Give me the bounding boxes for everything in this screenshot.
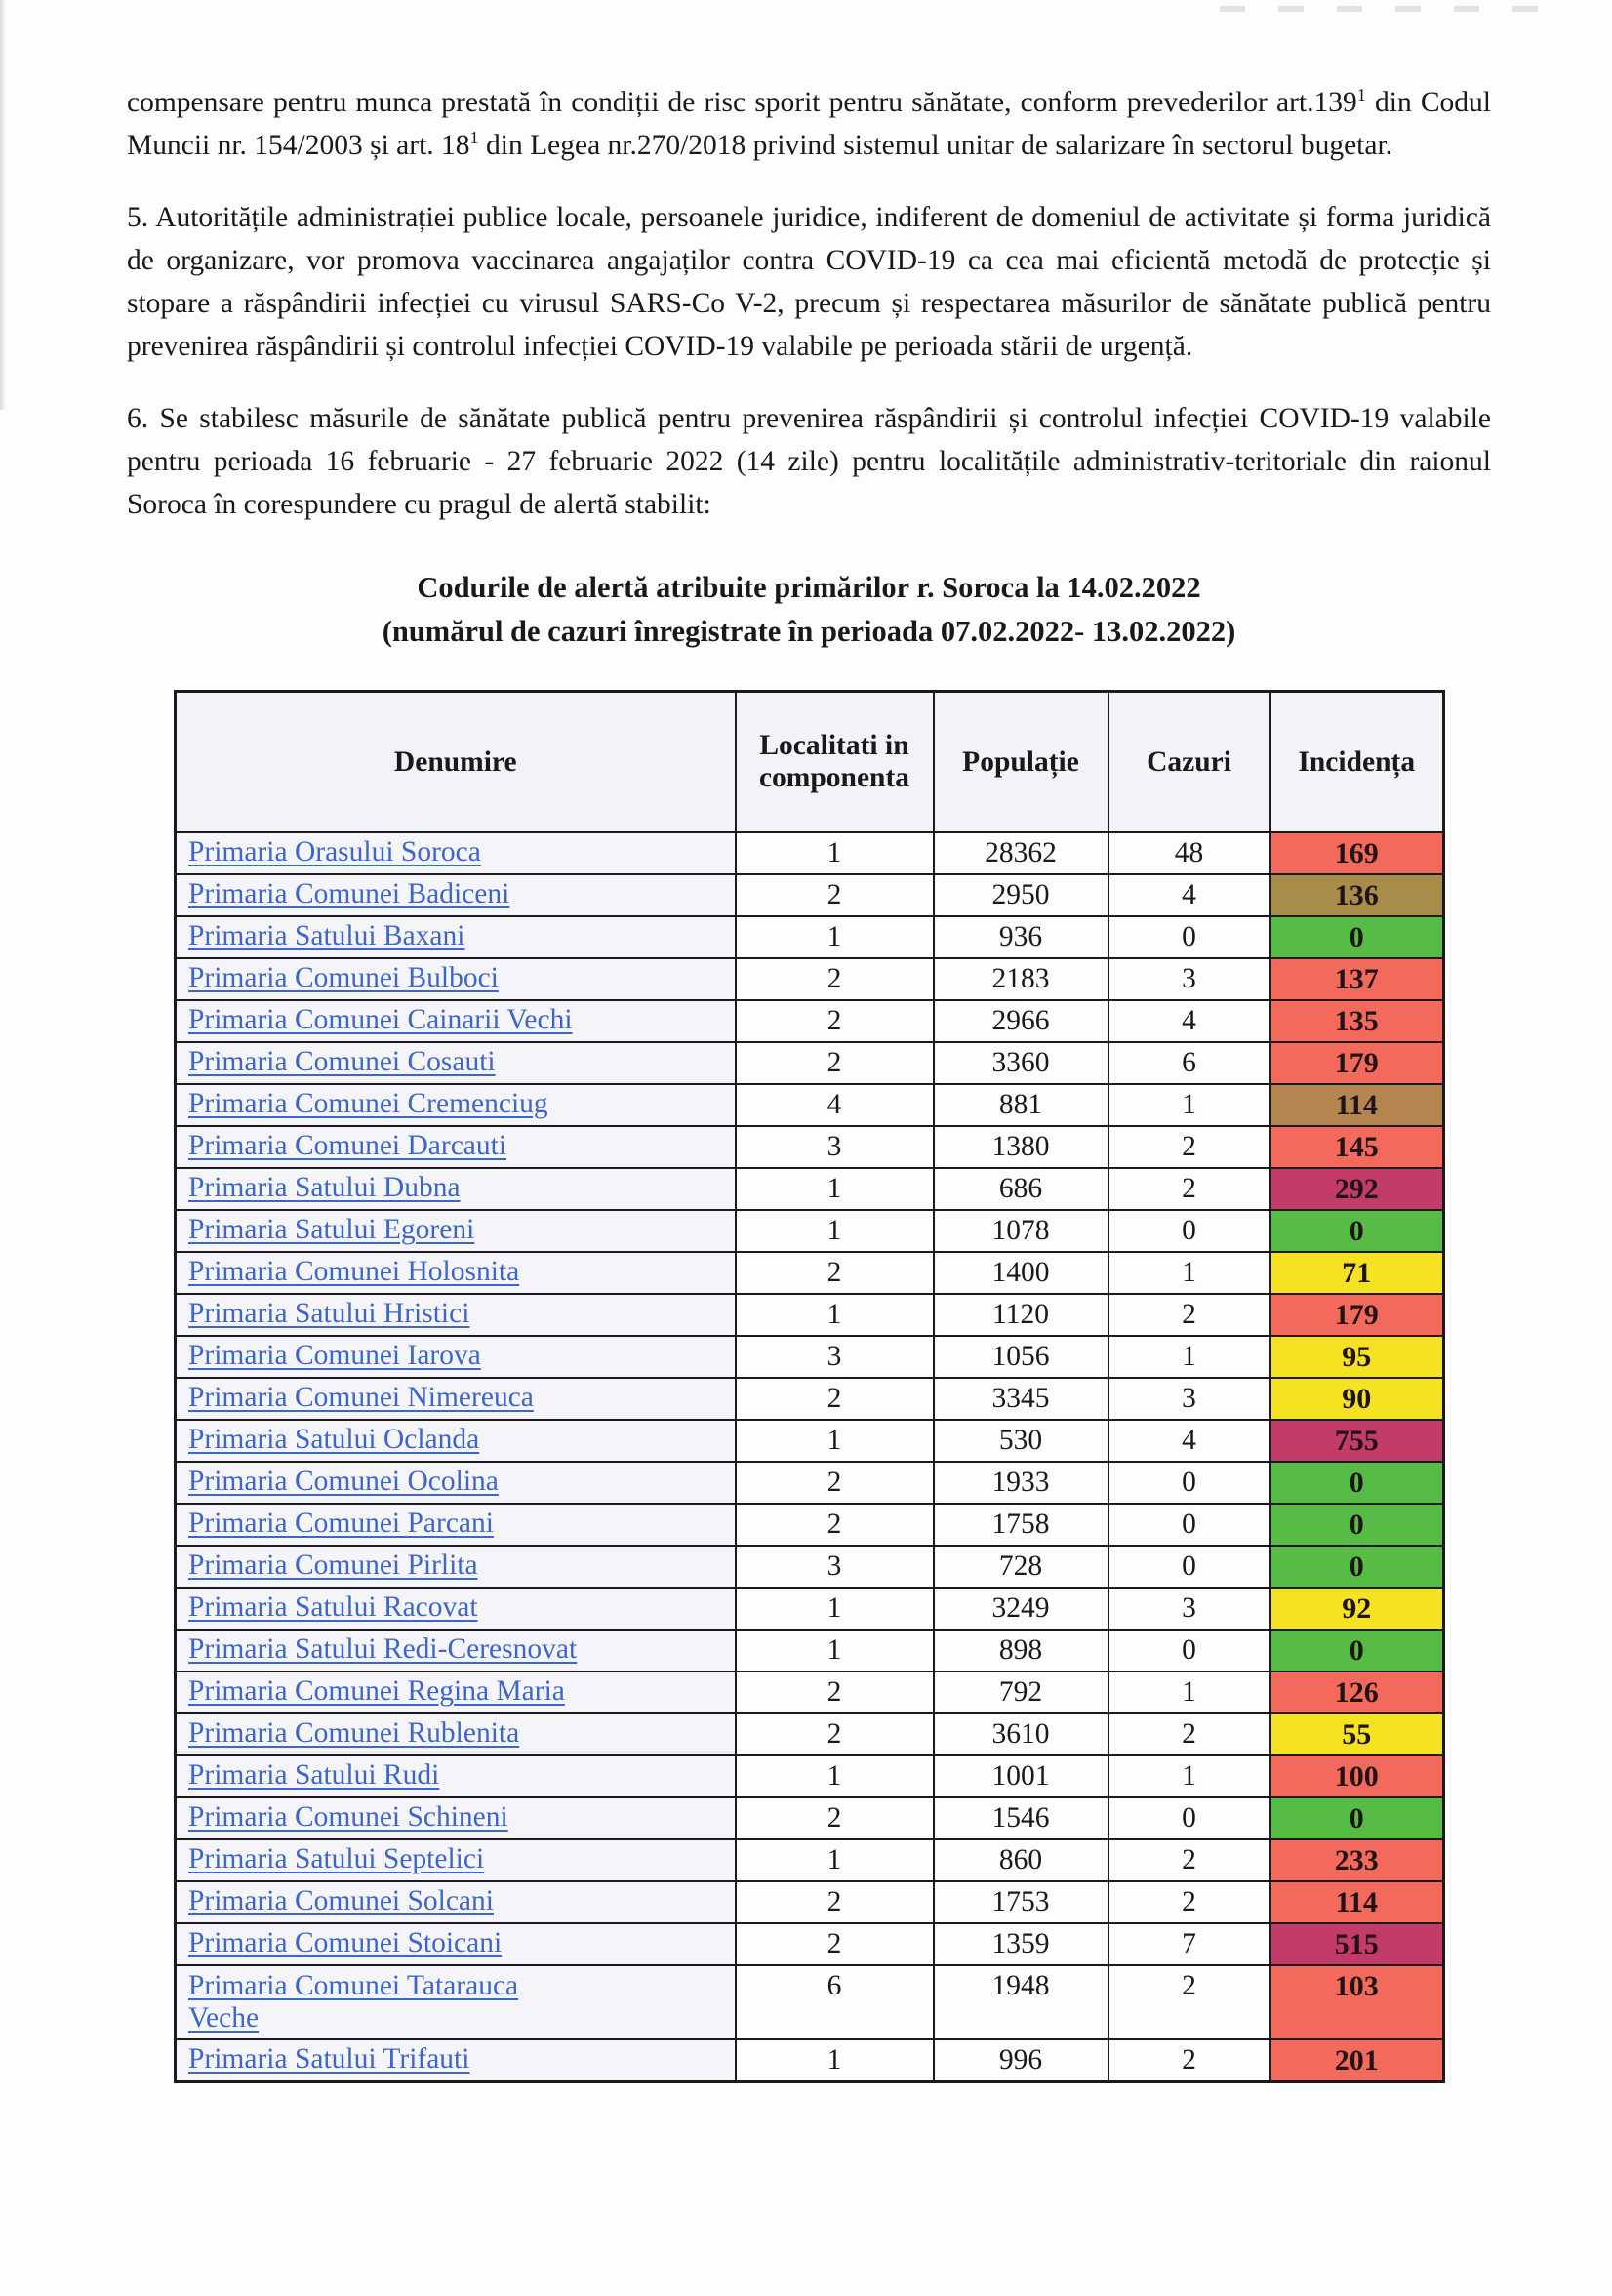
locality-link[interactable]: Primaria Satului Septelici [188,1843,485,1875]
table-row [176,1168,1444,1210]
population-cell: 686 [934,1168,1108,1210]
table-row [176,1420,1444,1462]
localities-count-cell: 1 [736,1294,934,1336]
population-cell: 1078 [934,1210,1108,1252]
locality-link[interactable]: Primaria Satului Hristici [188,1298,470,1330]
table-row [176,874,1444,916]
population-cell: 898 [934,1630,1108,1672]
locality-name-cell [176,1084,736,1126]
population-cell: 1359 [934,1923,1108,1965]
population-cell: 3360 [934,1042,1108,1084]
table-row [176,1755,1444,1797]
table-title-line-1: Codurile de alertă atribuite primărilor r. Soroca la 14.02.2022 [417,570,1201,604]
cases-cell: 2 [1108,1713,1270,1755]
table-title [127,566,1491,656]
locality-link[interactable]: Primaria Comunei Cremenciug [188,1088,548,1120]
table-row [176,916,1444,958]
cases-cell: 3 [1108,1588,1270,1630]
locality-name-cell [176,1000,736,1042]
incidence-cell: 114 [1270,1881,1444,1923]
locality-name-cell [176,958,736,1000]
locality-link[interactable]: Primaria Comunei Rublenita [188,1717,520,1750]
localities-count-cell: 1 [736,1420,934,1462]
table-row [176,1000,1444,1042]
cases-cell: 1 [1108,1672,1270,1713]
incidence-cell: 0 [1270,1546,1444,1588]
cases-cell: 2 [1108,2039,1270,2082]
locality-link[interactable]: Primaria Comunei Solcani [188,1885,494,1917]
locality-link[interactable]: Primaria Satului Dubna [188,1172,461,1204]
incidence-cell: 0 [1270,1462,1444,1504]
table-row [176,1336,1444,1378]
scan-edge-artifact [0,0,6,410]
cases-cell: 1 [1108,1336,1270,1378]
table-row [176,1252,1444,1294]
locality-name-cell [176,1588,736,1630]
incidence-cell: 126 [1270,1672,1444,1713]
locality-name-cell [176,1923,736,1965]
incidence-cell: 292 [1270,1168,1444,1210]
incidence-cell: 136 [1270,874,1444,916]
cases-cell: 2 [1108,1839,1270,1881]
paragraph-6: 6. Se stabilesc măsurile de sănătate publică pentru prevenirea răspândirii și controlul infecției COVID-19 valabile pentru perioada 16 februarie - 27 februarie 2022 (14 zile) pentru localitățile administrativ-teritoriale din raionul Soroca în corespundere cu pragul de alertă stabilit: [127,402,1491,520]
incidence-cell: 55 [1270,1713,1444,1755]
locality-link[interactable]: Primaria Comunei Cosauti [188,1046,496,1078]
locality-name-cell [176,1546,736,1588]
localities-count-cell: 2 [736,1000,934,1042]
table-row [176,1294,1444,1336]
cases-cell: 2 [1108,1965,1270,2039]
localities-count-cell: 2 [736,1881,934,1923]
locality-link[interactable]: Primaria Satului Trifauti [188,2043,470,2075]
population-cell: 530 [934,1420,1108,1462]
localities-count-cell: 2 [736,1672,934,1713]
population-cell: 728 [934,1546,1108,1588]
incidence-cell: 0 [1270,916,1444,958]
document-content [127,82,1491,2083]
locality-name-cell [176,1294,736,1336]
locality-link[interactable]: Primaria Comunei Regina Maria [188,1675,565,1708]
localities-count-cell: 4 [736,1084,934,1126]
table-row [176,1210,1444,1252]
footnote-marker-1: 1 [1356,85,1366,105]
localities-count-cell: 1 [736,1210,934,1252]
incidence-cell: 114 [1270,1084,1444,1126]
population-cell: 2950 [934,874,1108,916]
cases-cell: 0 [1108,1630,1270,1672]
incidence-cell: 201 [1270,2039,1444,2082]
incidence-cell: 95 [1270,1336,1444,1378]
locality-link[interactable]: Primaria Satului Egoreni [188,1214,475,1246]
population-cell: 1001 [934,1755,1108,1797]
locality-name-cell [176,1210,736,1252]
locality-link[interactable]: Primaria Orasului Soroca [188,836,481,868]
localities-count-cell: 6 [736,1965,934,2039]
population-cell: 2183 [934,958,1108,1000]
incidence-cell: 233 [1270,1839,1444,1881]
localities-count-cell: 2 [736,1713,934,1755]
incidence-cell: 179 [1270,1294,1444,1336]
locality-link[interactable]: Primaria Comunei Parcani [188,1508,494,1540]
column-header-cazuri: Cazuri [1108,692,1270,833]
locality-link[interactable]: Primaria Comunei Nimereuca [188,1382,534,1414]
locality-link[interactable]: Primaria Comunei Bulboci [188,962,499,994]
column-header-incidenta: Incidența [1270,692,1444,833]
population-cell: 1948 [934,1965,1108,2039]
cases-cell: 48 [1108,832,1270,874]
table-row [176,1462,1444,1504]
table-row [176,1504,1444,1546]
population-cell: 1546 [934,1797,1108,1839]
locality-name-cell [176,874,736,916]
cases-cell: 6 [1108,1042,1270,1084]
locality-name-cell [176,1881,736,1923]
cases-cell: 1 [1108,1084,1270,1126]
table-row [176,1839,1444,1881]
incidence-cell: 0 [1270,1504,1444,1546]
cases-cell: 4 [1108,874,1270,916]
localities-count-cell: 1 [736,1588,934,1630]
incidence-cell: 92 [1270,1588,1444,1630]
cases-cell: 0 [1108,1546,1270,1588]
incidence-cell: 71 [1270,1252,1444,1294]
table-row [176,1126,1444,1168]
table-row [176,1378,1444,1420]
incidence-cell: 0 [1270,1210,1444,1252]
localities-count-cell: 1 [736,2039,934,2082]
locality-name-cell [176,832,736,874]
locality-link[interactable]: Primaria Comunei Pirlita [188,1550,478,1582]
localities-count-cell: 2 [736,1504,934,1546]
table-row [176,1084,1444,1126]
locality-name-cell [176,1797,736,1839]
cases-cell: 1 [1108,1252,1270,1294]
population-cell: 2966 [934,1000,1108,1042]
locality-link[interactable]: Primaria Comunei Tatarauca Veche [188,1970,519,2034]
paragraph-compensare-text-1: compensare pentru munca prestată în condiții de risc sporit pentru sănătate, conform prevederilor art.139 [127,87,1357,118]
locality-link[interactable]: Primaria Satului Redi-Ceresnovat [188,1633,578,1666]
paragraph-compensare [127,82,1491,168]
cases-cell: 2 [1108,1126,1270,1168]
locality-name-cell [176,916,736,958]
locality-name-cell [176,1252,736,1294]
table-row [176,2039,1444,2082]
localities-count-cell: 3 [736,1126,934,1168]
incidence-cell: 103 [1270,1965,1444,2039]
paragraph-compensare-text-2: din Codul Muncii nr. 154/2003 și art. 18 [127,87,1491,161]
locality-name-cell [176,2039,736,2082]
localities-count-cell: 2 [736,1462,934,1504]
incidence-cell: 0 [1270,1797,1444,1839]
incidence-cell: 135 [1270,1000,1444,1042]
locality-link[interactable]: Primaria Satului Baxani [188,920,465,952]
localities-count-cell: 3 [736,1336,934,1378]
incidence-cell: 755 [1270,1420,1444,1462]
table-row [176,1965,1444,2039]
footnote-marker-2: 1 [469,128,479,148]
locality-name-cell [176,1713,736,1755]
localities-count-cell: 2 [736,1252,934,1294]
cases-cell: 0 [1108,1210,1270,1252]
population-cell: 936 [934,916,1108,958]
population-cell: 3610 [934,1713,1108,1755]
locality-link[interactable]: Primaria Comunei Iarova [188,1340,481,1372]
table-row [176,1672,1444,1713]
locality-name-cell [176,1336,736,1378]
locality-name-cell [176,1755,736,1797]
cases-cell: 0 [1108,1797,1270,1839]
cases-cell: 3 [1108,1378,1270,1420]
locality-link[interactable]: Primaria Satului Rudi [188,1759,440,1792]
table-row [176,1588,1444,1630]
population-cell: 1933 [934,1462,1108,1504]
table-title-line-2: (numărul de cazuri înregistrate în perioada 07.02.2022- 13.02.2022) [382,615,1236,649]
locality-link[interactable]: Primaria Comunei Darcauti [188,1130,507,1162]
table-row [176,1713,1444,1755]
population-cell: 881 [934,1084,1108,1126]
table-row [176,1797,1444,1839]
alert-codes-table [174,690,1445,2083]
locality-link[interactable]: Primaria Comunei Ocolina [188,1466,499,1498]
incidence-cell: 90 [1270,1378,1444,1420]
cases-cell: 0 [1108,1504,1270,1546]
column-header-populatie: Populație [934,692,1108,833]
localities-count-cell: 2 [736,1797,934,1839]
locality-link[interactable]: Primaria Comunei Badiceni [188,878,510,910]
cases-cell: 2 [1108,1294,1270,1336]
population-cell: 1400 [934,1252,1108,1294]
locality-link[interactable]: Primaria Satului Racovat [188,1591,478,1624]
localities-count-cell: 1 [736,1755,934,1797]
cases-cell: 4 [1108,1000,1270,1042]
locality-name-cell [176,1630,736,1672]
incidence-cell: 515 [1270,1923,1444,1965]
localities-count-cell: 1 [736,916,934,958]
locality-link[interactable]: Primaria Comunei Holosnita [188,1256,520,1288]
locality-name-cell [176,1839,736,1881]
locality-name-cell [176,1420,736,1462]
column-header-denumire: Denumire [176,692,736,833]
table-row [176,1042,1444,1084]
population-cell: 996 [934,2039,1108,2082]
paragraph-5: 5. Autoritățile administrației publice locale, persoanele juridice, indiferent de domeniul de activitate și forma juridică de organizare, vor promova vaccinarea angajaților contra COVID-19 ca cea mai eficientă metodă de protecție și stopare a răspândirii infecției cu virusul SARS-Co V-2, precum și respectarea măsurilor de sănătate publică pentru prevenirea răspândirii și controlul infecției COVID-19 valabile pe perioada stării de urgență. [127,201,1491,362]
localities-count-cell: 1 [736,1168,934,1210]
incidence-cell: 100 [1270,1755,1444,1797]
incidence-cell: 145 [1270,1126,1444,1168]
table-row [176,832,1444,874]
localities-count-cell: 1 [736,1630,934,1672]
table-row [176,958,1444,1000]
incidence-cell: 0 [1270,1630,1444,1672]
locality-link[interactable]: Primaria Comunei Cainarii Vechi [188,1004,573,1036]
cases-cell: 0 [1108,916,1270,958]
table-row [176,1923,1444,1965]
localities-count-cell: 2 [736,958,934,1000]
locality-name-cell [176,1126,736,1168]
localities-count-cell: 1 [736,1839,934,1881]
population-cell: 1753 [934,1881,1108,1923]
incidence-cell: 179 [1270,1042,1444,1084]
locality-name-cell [176,1462,736,1504]
population-cell: 1056 [934,1336,1108,1378]
localities-count-cell: 1 [736,832,934,874]
locality-link[interactable]: Primaria Satului Oclanda [188,1424,480,1456]
incidence-cell: 169 [1270,832,1444,874]
localities-count-cell: 2 [736,1923,934,1965]
population-cell: 3345 [934,1378,1108,1420]
population-cell: 3249 [934,1588,1108,1630]
table-row [176,1630,1444,1672]
paragraph-compensare-text-3: din Legea nr.270/2018 privind sistemul unitar de salarizare în sectorul bugetar. [478,129,1393,161]
locality-name-cell [176,1378,736,1420]
table-header-row [176,692,1444,833]
locality-name-cell [176,1168,736,1210]
locality-name-cell [176,1965,736,2039]
population-cell: 1380 [934,1126,1108,1168]
table-row [176,1546,1444,1588]
localities-count-cell: 2 [736,1378,934,1420]
localities-count-cell: 3 [736,1546,934,1588]
population-cell: 1758 [934,1504,1108,1546]
population-cell: 1120 [934,1294,1108,1336]
cases-cell: 2 [1108,1168,1270,1210]
table-row [176,1881,1444,1923]
cases-cell: 1 [1108,1755,1270,1797]
scan-speck-artifact [1220,6,1542,12]
population-cell: 860 [934,1839,1108,1881]
locality-name-cell [176,1672,736,1713]
cases-cell: 4 [1108,1420,1270,1462]
column-header-localitati: Localitati in componenta [736,692,934,833]
locality-name-cell [176,1504,736,1546]
locality-link[interactable]: Primaria Comunei Stoicani [188,1927,503,1959]
incidence-cell: 137 [1270,958,1444,1000]
localities-count-cell: 2 [736,874,934,916]
locality-link[interactable]: Primaria Comunei Schineni [188,1801,508,1833]
population-cell: 28362 [934,832,1108,874]
cases-cell: 3 [1108,958,1270,1000]
localities-count-cell: 2 [736,1042,934,1084]
population-cell: 792 [934,1672,1108,1713]
locality-name-cell [176,1042,736,1084]
cases-cell: 0 [1108,1462,1270,1504]
cases-cell: 2 [1108,1881,1270,1923]
cases-cell: 7 [1108,1923,1270,1965]
